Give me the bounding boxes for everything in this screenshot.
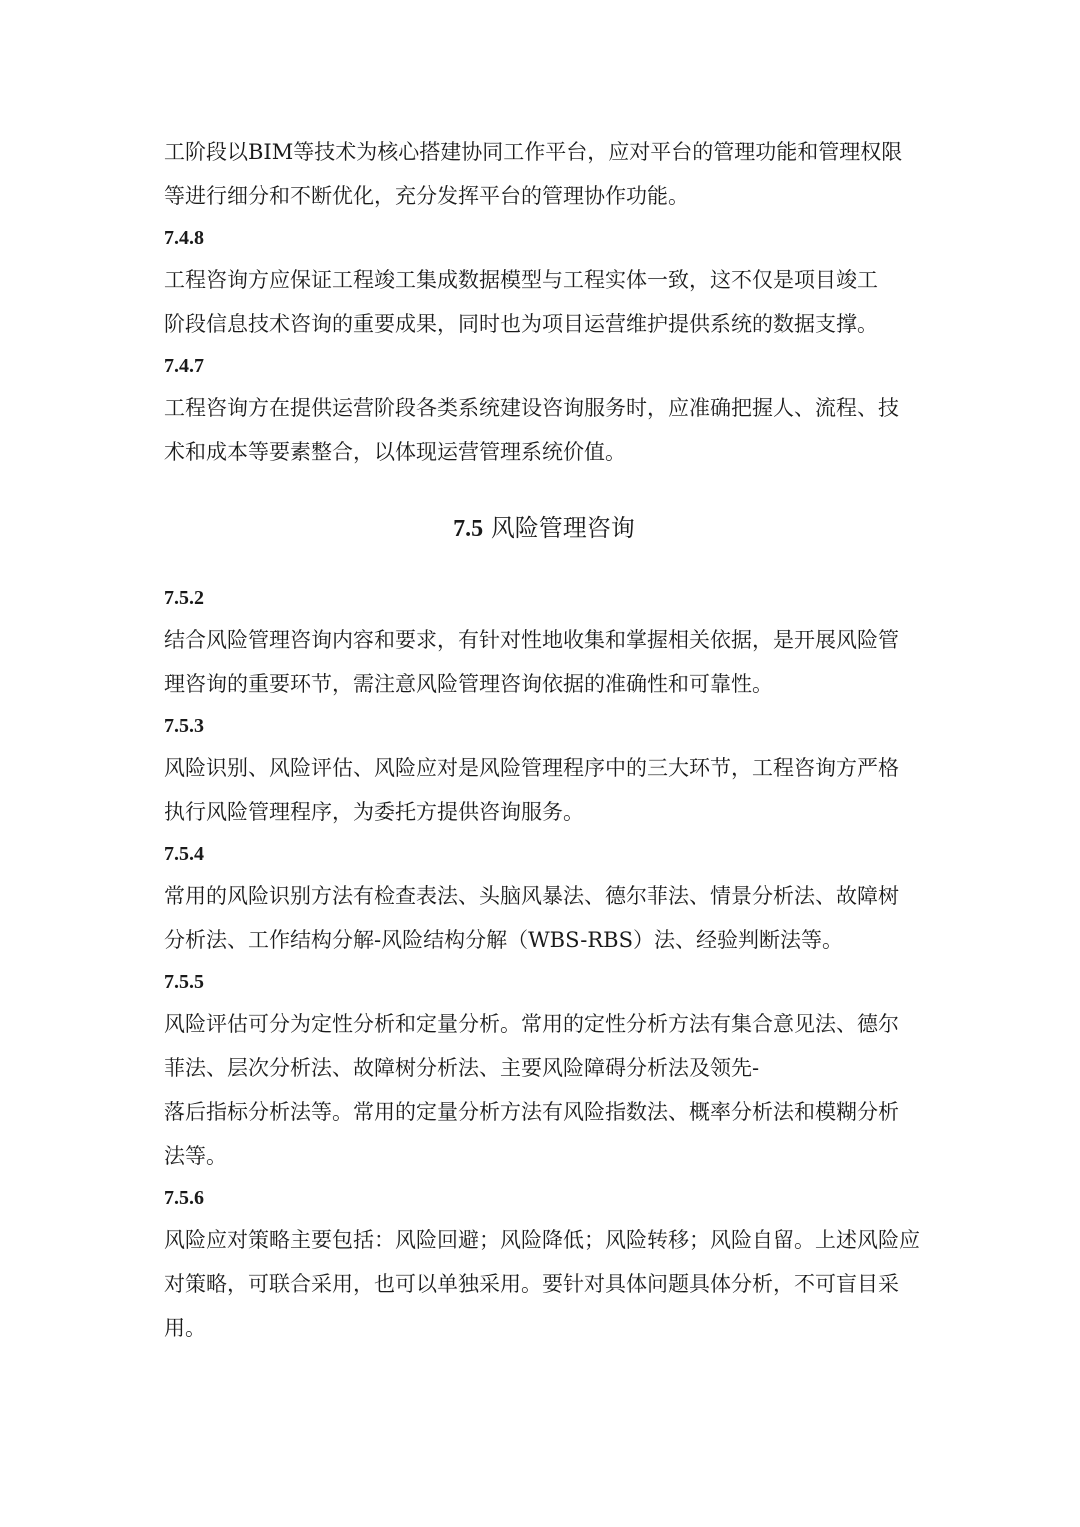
section-heading bbox=[164, 504, 924, 552]
clause-number-7-5-4: 7.5.4 bbox=[164, 843, 204, 865]
clause-number-7-5-2: 7.5.2 bbox=[164, 587, 204, 609]
section-title-text: 风险管理咨询 bbox=[490, 514, 635, 542]
section-number: 7.5 bbox=[453, 516, 484, 542]
paragraph-line: 工程咨询方应保证工程竣工集成数据模型与工程实体一致，这不仅是项目竣工 bbox=[164, 268, 878, 292]
paragraph-line: 结合风险管理咨询内容和要求，有针对性地收集和掌握相关依据，是开展风险管 bbox=[164, 628, 899, 652]
document-page bbox=[164, 130, 924, 1350]
paragraph-line: 分析法、工作结构分解-风险结构分解（WBS-RBS）法、经验判断法等。 bbox=[164, 928, 843, 952]
clause-number-7-5-5: 7.5.5 bbox=[164, 971, 204, 993]
clause-number-7-5-6: 7.5.6 bbox=[164, 1187, 204, 1209]
paragraph-line: 风险识别、风险评估、风险应对是风险管理程序中的三大环节，工程咨询方严格 bbox=[164, 756, 899, 780]
paragraph-line: 术和成本等要素整合，以体现运营管理系统价值。 bbox=[164, 440, 626, 464]
paragraph-line: 落后指标分析法等。常用的定量分析方法有风险指数法、概率分析法和模糊分析 bbox=[164, 1100, 899, 1124]
paragraph-line: 菲法、层次分析法、故障树分析法、主要风险障碍分析法及领先- bbox=[164, 1056, 760, 1080]
paragraph-line: 阶段信息技术咨询的重要成果，同时也为项目运营维护提供系统的数据支撑。 bbox=[164, 312, 878, 336]
paragraph-line: 法等。 bbox=[164, 1144, 227, 1168]
paragraph-line: 等进行细分和不断优化，充分发挥平台的管理协作功能。 bbox=[164, 184, 689, 208]
paragraph-line: 工阶段以BIM等技术为核心搭建协同工作平台，应对平台的管理功能和管理权限 bbox=[164, 140, 903, 164]
paragraph-line: 风险应对策略主要包括：风险回避；风险降低；风险转移；风险自留。上述风险应 bbox=[164, 1228, 920, 1252]
paragraph-line: 常用的风险识别方法有检查表法、头脑风暴法、德尔菲法、情景分析法、故障树 bbox=[164, 884, 899, 908]
paragraph-line: 工程咨询方在提供运营阶段各类系统建设咨询服务时，应准确把握人、流程、技 bbox=[164, 396, 899, 420]
paragraph-line: 对策略，可联合采用，也可以单独采用。要针对具体问题具体分析，不可盲目采 bbox=[164, 1272, 899, 1296]
paragraph-line: 执行风险管理程序，为委托方提供咨询服务。 bbox=[164, 800, 584, 824]
paragraph-line: 用。 bbox=[164, 1316, 206, 1340]
clause-number-7-4-7: 7.4.7 bbox=[164, 355, 204, 377]
clause-number-7-5-3: 7.5.3 bbox=[164, 715, 204, 737]
paragraph-line: 理咨询的重要环节，需注意风险管理咨询依据的准确性和可靠性。 bbox=[164, 672, 773, 696]
paragraph-line: 风险评估可分为定性分析和定量分析。常用的定性分析方法有集合意见法、德尔 bbox=[164, 1012, 899, 1036]
clause-number-7-4-8: 7.4.8 bbox=[164, 227, 204, 249]
